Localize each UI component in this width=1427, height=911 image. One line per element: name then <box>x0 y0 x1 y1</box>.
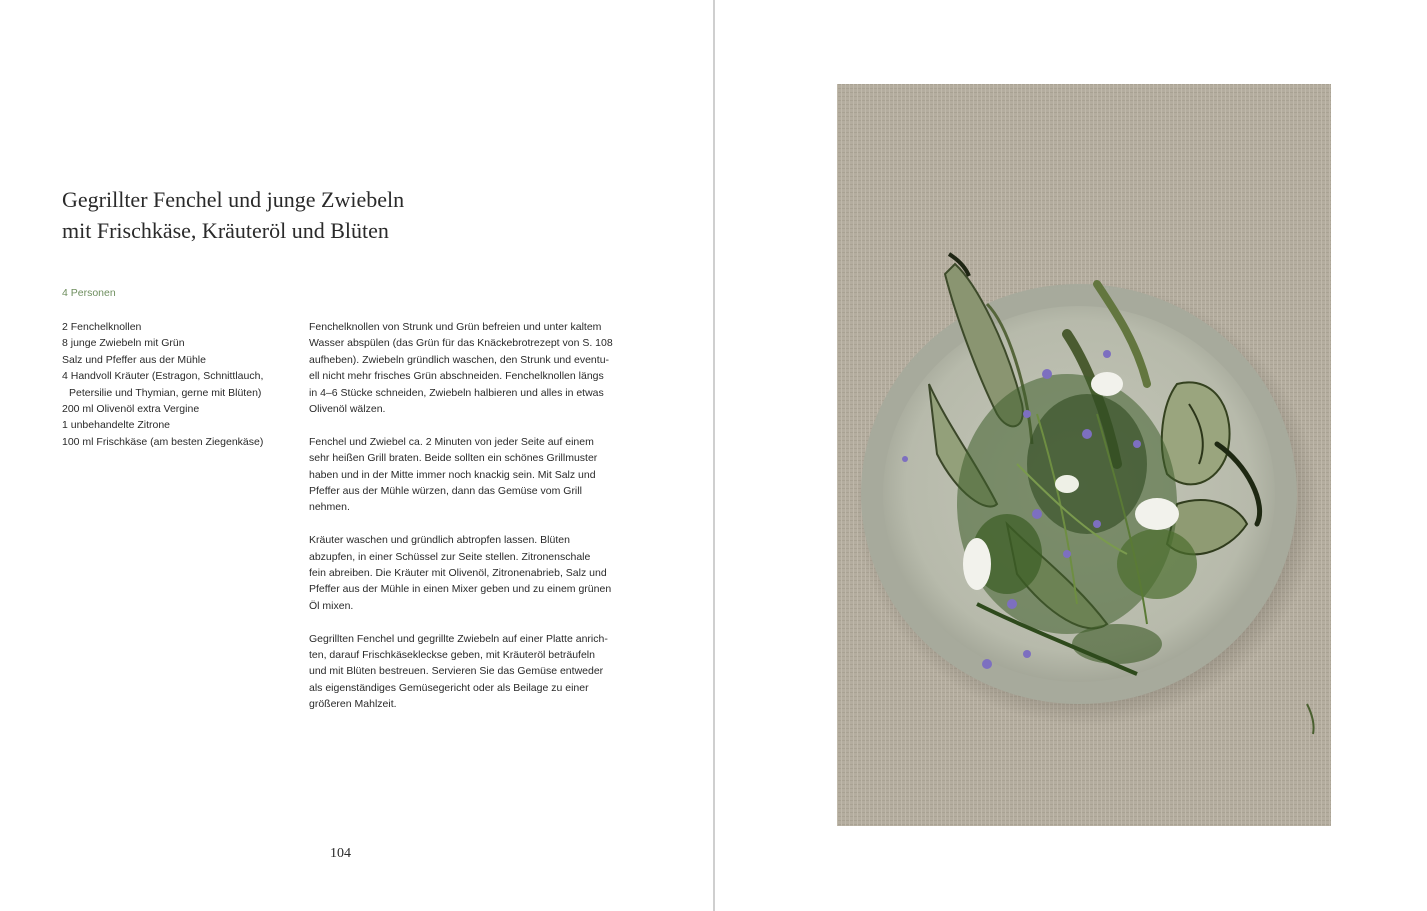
method-line: Olivenöl wälzen. <box>309 403 386 416</box>
page-number: 104 <box>330 846 351 861</box>
method-line: Öl mixen. <box>309 599 354 612</box>
method-line: Fenchel und Zwiebel ca. 2 Minuten von jeder Seite auf einem <box>309 435 594 448</box>
method-line: als eigenständiges Gemüsegericht oder als Beilage zu einer <box>309 681 589 694</box>
ingredient-item: 8 junge Zwiebeln mit Grün <box>62 337 185 350</box>
method-line: abzupfen, in einer Schüssel zur Seite stellen. Zitronenschale <box>309 550 591 563</box>
servings-label: 4 Personen <box>62 287 116 299</box>
method-line: ell nicht mehr frisches Grün abschneiden. Fenchelknollen längs <box>309 370 604 383</box>
method-paragraph <box>309 631 629 713</box>
method-line: Pfeffer aus der Mühle in einen Mixer geben und zu einem grünen <box>309 583 612 596</box>
ingredient-item: 2 Fenchelknollen <box>62 321 142 333</box>
ingredient-item-continuation <box>62 385 292 401</box>
page-gutter <box>713 0 715 911</box>
method-line: Wasser abspülen (das Grün für das Knäckebrotrezept von S. 108 <box>309 337 613 350</box>
method-line: Gegrillten Fenchel und gegrillte Zwiebeln auf einer Platte anrich- <box>309 632 608 645</box>
method-paragraph <box>309 532 629 614</box>
method-line: in 4–6 Stücke schneiden, Zwiebeln halbieren und alles in etwas <box>309 386 604 399</box>
method-paragraph <box>309 319 629 417</box>
ingredient-item: 100 ml Frischkäse (am besten Ziegenkäse) <box>62 435 264 448</box>
method-text <box>309 319 629 729</box>
method-line: größeren Mahlzeit. <box>309 698 397 711</box>
ingredient-continuation-text: Petersilie und Thymian, gerne mit Blüten) <box>69 386 262 399</box>
recipe-title-line: mit Frischkäse, Kräuteröl und Blüten <box>62 218 389 243</box>
method-line: Kräuter waschen und gründlich abtropfen lassen. Blüten <box>309 534 570 547</box>
method-line: ten, darauf Frischkäsekleckse geben, mit Kräuteröl beträufeln <box>309 649 595 662</box>
food-photo <box>837 84 1331 826</box>
recipe-title <box>62 184 622 246</box>
ingredient-list <box>62 319 292 450</box>
method-line: Pfeffer aus der Mühle würzen, dann das Gemüse vom Grill <box>309 485 582 498</box>
method-line: sehr heißen Grill braten. Beide sollten ein schönes Grillmuster <box>309 452 598 465</box>
ingredient-item: Salz und Pfeffer aus der Mühle <box>62 353 206 366</box>
ingredient-item: 1 unbehandelte Zitrone <box>62 419 170 432</box>
method-line: nehmen. <box>309 501 350 514</box>
method-paragraph <box>309 434 629 516</box>
method-line: fein abreiben. Die Kräuter mit Olivenöl, Zitronenabrieb, Salz und <box>309 567 607 580</box>
food-photo-icon <box>837 84 1331 826</box>
recipe-title-line: Gegrillter Fenchel und junge Zwiebeln <box>62 187 405 212</box>
method-line: und mit Blüten bestreuen. Servieren Sie das Gemüse entweder <box>309 665 604 678</box>
ingredient-item: 4 Handvoll Kräuter (Estragon, Schnittlauch, <box>62 370 264 383</box>
method-line: aufheben). Zwiebeln gründlich waschen, den Strunk und eventu- <box>309 353 610 366</box>
ingredient-item: 200 ml Olivenöl extra Vergine <box>62 403 200 416</box>
method-line: haben und in der Mitte immer noch knackig sein. Mit Salz und <box>309 468 596 481</box>
method-line: Fenchelknollen von Strunk und Grün befreien und unter kaltem <box>309 321 602 333</box>
